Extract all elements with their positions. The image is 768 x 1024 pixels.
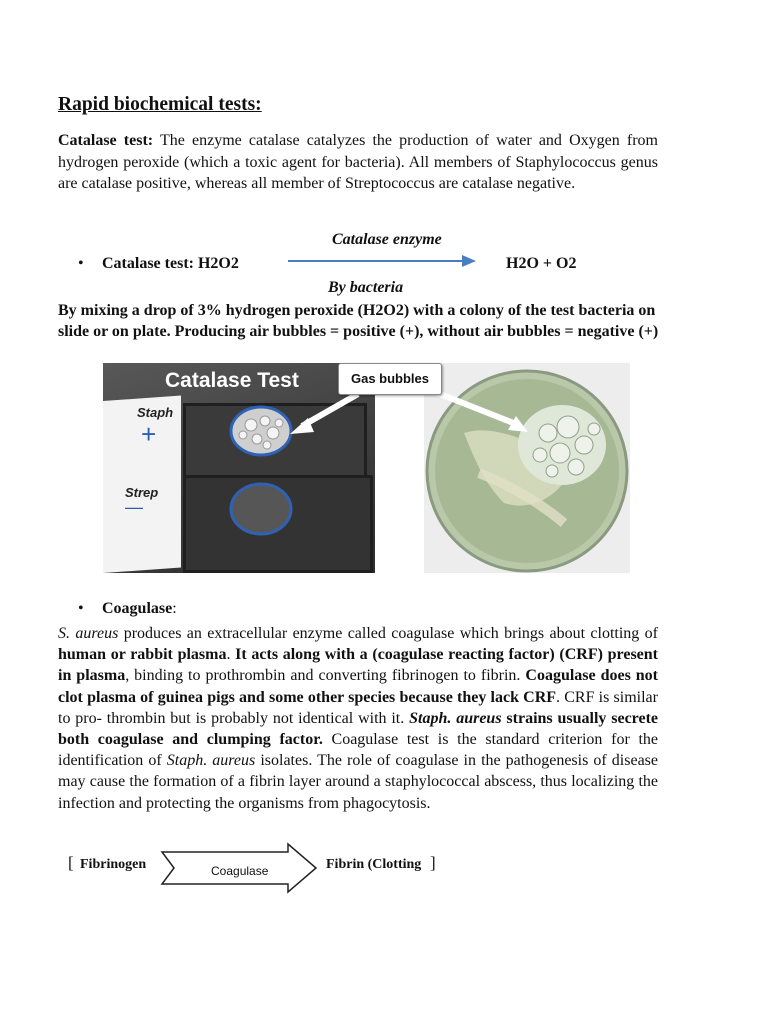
gas-bubbles-label: Gas bubbles (338, 363, 442, 395)
by-bacteria-label: By bacteria (328, 279, 404, 296)
coagulase-text-run: Coagulase test is the standard criterion for the identification of (58, 731, 658, 770)
coagulase-text-run: . (226, 646, 236, 664)
coagulase-text-run: produces an extracellular enzyme called coagulase which brings about clotting of (118, 625, 658, 642)
coagulase-paragraph (58, 623, 658, 814)
fibrin-label: Fibrin (Clotting (326, 857, 422, 872)
strep-label: Strep (125, 485, 159, 500)
reaction-products: H2O + O2 (506, 255, 577, 272)
coagulase-text-run: Staph. aureus (409, 709, 502, 727)
bullet-dot: • (78, 255, 84, 272)
photo-title: Catalase Test (165, 369, 299, 392)
staph-sign: + (141, 419, 157, 449)
coagulase-text-run: Staph. aureus (166, 752, 256, 770)
coagulase-text-run: , binding to prothrombin and converting fibrinogen to fibrin. (125, 667, 526, 685)
strep-sign: — (125, 497, 143, 517)
coagulase-bullet (78, 600, 378, 622)
mixing-paragraph: By mixing a drop of 3% hydrogen peroxide (H2O2) with a colony of the test bacteria on slide or on plate. Producing air bubbles = positive (+), without air bubbles = negative (+) (58, 302, 659, 340)
catalase-term: Catalase test: (58, 132, 154, 149)
coagulase-arrow-label: Coagulase (211, 864, 269, 878)
catalase-body: The enzyme catalase catalyzes the production of water and Oxygen from hydrogen peroxide (which a toxic agent for bacteria). All members of Staphylococcus genus are catalase positive, whereas all member of Streptococcus are catalase negative. (58, 132, 659, 192)
coagulase-term: Coagulase (102, 600, 173, 617)
coagulase-text-run: strains usually secrete both coagulase and clumping factor. (58, 709, 659, 749)
catalase-paragraph (58, 130, 658, 195)
bullet-dot: • (78, 600, 84, 617)
close-bracket: ] (430, 853, 436, 872)
coagulase-text-run: human or rabbit plasma (58, 646, 227, 664)
coagulase-text-run: Coagulase does not clot plasma of guinea pigs and some other species because they lack CRF (58, 667, 658, 706)
catalase-bullet-text: Catalase test: H2O2 (102, 255, 239, 272)
coagulase-bullet-text (102, 600, 177, 618)
open-bracket: [ (68, 853, 74, 872)
enzyme-label: Catalase enzyme (332, 231, 442, 248)
reaction-arrow (286, 252, 478, 270)
coagulase-text-run: S. aureus (58, 625, 119, 642)
staph-label: Staph (137, 405, 174, 420)
coagulase-text-run: . CRF is similar to pro- thrombin but is probably not identical with it. (58, 688, 658, 727)
section-heading: Rapid biochemical tests: (58, 94, 262, 115)
coagulase-text-run: isolates. The role of coagulase in the pathogenesis of disease may cause the formation of a fibrin layer around a staphylococcal abscess, thus localizing the infection and protecting the organisms from phagocytosis. (58, 752, 659, 812)
fibrinogen-label: Fibrinogen (80, 857, 147, 872)
coagulase-colon: : (172, 600, 177, 617)
coagulase-text-run: It acts along with a (coagulase reacting factor) (CRF) present in plasma (58, 646, 658, 685)
